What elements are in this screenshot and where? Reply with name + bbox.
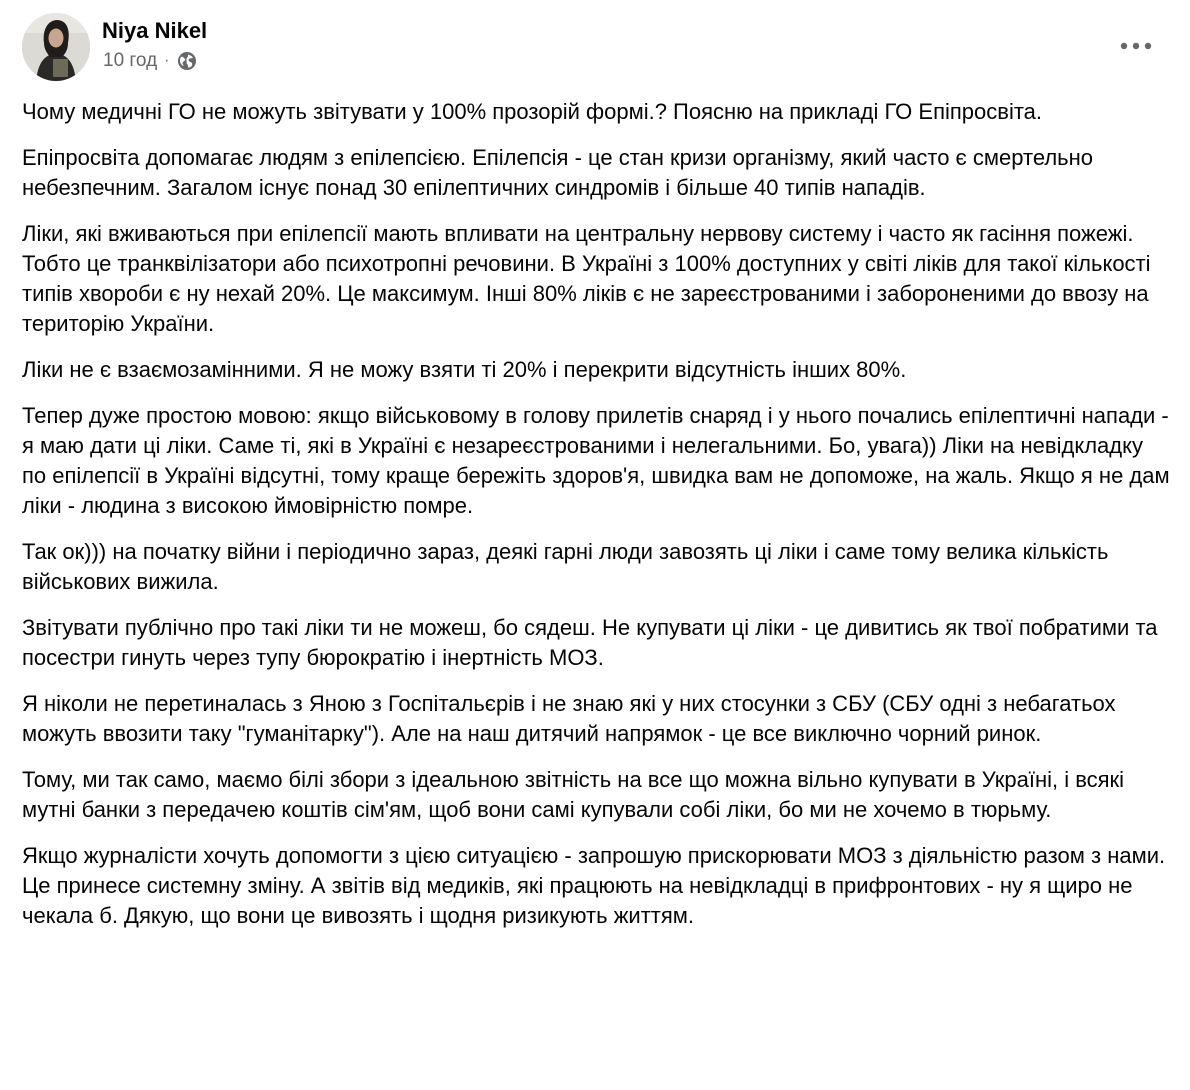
more-horizontal-icon bbox=[1119, 41, 1153, 51]
post-text bbox=[22, 97, 1170, 947]
post-paragraph: Ліки не є взаємозамінними. Я не можу взяти ті 20% і перекрити відсутність інших 80%. bbox=[22, 357, 907, 382]
globe-icon[interactable] bbox=[177, 51, 197, 71]
post-paragraph: Звітувати публічно про такі ліки ти не можеш, бо сядеш. Не купувати ці ліки - це дивитись як твої побратими та посестри гинуть через тупу бюрократію і інертність МОЗ. bbox=[22, 615, 1158, 670]
more-options-button[interactable] bbox=[1114, 31, 1158, 61]
post-paragraph: Тому, ми так само, маємо білі збори з ідеальною звітність на все що можна вільно купувати в Україні, і всякі мутні банки з передачею коштів сім'ям, щоб вони самі купували собі ліки, бо ми не хочемо в тюрьму. bbox=[22, 767, 1125, 822]
post-time[interactable]: 10 год bbox=[103, 50, 158, 71]
post-paragraph: Епіпросвіта допомагає людям з епілепсією. Епілепсія - це стан кризи організму, який часто є смертельно небезпечним. Загалом існує понад 30 епілептичних синдромів і більше 40 типів нападів. bbox=[22, 145, 1094, 200]
post-header bbox=[22, 13, 1168, 83]
post-paragraph: Тепер дуже простою мовою: якщо військовому в голову прилетів снаряд і у нього почались епілептичні напади - я маю дати ці ліки. Саме ті, які в Україні є незареєстрованими і нелегальними. Бо, увага)) Ліки на невідкладку по епілепсії в Україні відсутні, тому краще бережіть здоров'я, швидка вам не допоможе, на жаль. Якщо я не дам ліки - людина з високою ймовірністю помре. bbox=[22, 403, 1170, 518]
post-paragraph: Так ок))) на початку війни і періодично зараз, деякі гарні люди завозять ці ліки і саме тому велика кількість військових вижила. bbox=[22, 539, 1109, 594]
post-paragraph: Якщо журналісти хочуть допомогти з цією ситуацією - запрошую прискорювати МОЗ з діяльністю разом з нами. Це принесе системну зміну. А звітів від медиків, які працюють на невідкладці в прифронтових - ну я щиро не чекала б. Дякую, що вони це вивозять і щодня ризикують життям. bbox=[22, 843, 1166, 928]
avatar[interactable] bbox=[22, 13, 90, 81]
post-paragraph: Я ніколи не перетиналась з Яною з Госпітальєрів і не знаю які у них стосунки з СБУ (СБУ одні з небагатьох можуть ввозити таку "гуманітарку"). Але на наш дитячий напрямок - це все виключно чорний ринок. bbox=[22, 691, 1116, 746]
post-paragraph: Ліки, які вживаються при епілепсії мають впливати на центральну нервову систему і часто як гасіння пожежі. Тобто це транквілізатори або психотропні речовини. В Україні з 100% доступних у світі ліків для такої кількості типів хвороби є ну нехай 20%. Це максимум. Інші 80% ліків є не зареєстрованими і забороненими до ввозу на територію України. bbox=[22, 221, 1151, 336]
meta-separator: · bbox=[164, 52, 170, 69]
post-paragraph: Чому медичні ГО не можуть звітувати у 100% прозорій формі.? Поясню на прикладі ГО Епіпросвіта. bbox=[22, 99, 1043, 124]
profile-photo-icon bbox=[22, 13, 90, 81]
author-name[interactable]: Niya Nikel bbox=[102, 18, 208, 43]
post-meta bbox=[103, 49, 197, 73]
